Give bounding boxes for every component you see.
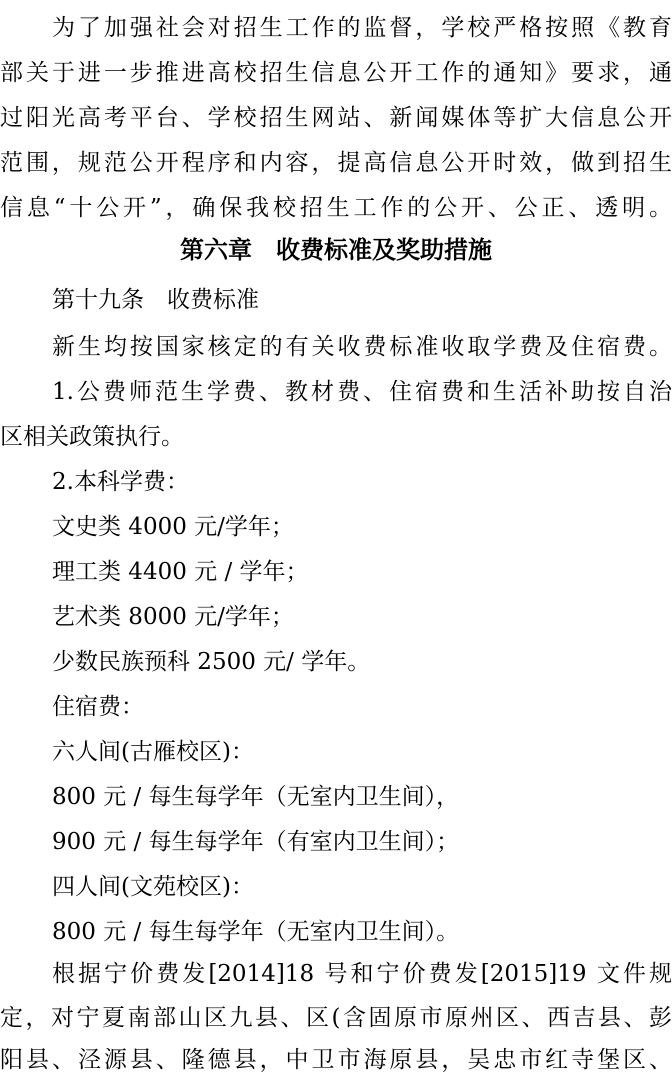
article-heading: 第十九条 收费标准 xyxy=(52,287,259,313)
paragraph-line: 定，对宁夏南部山区九县、区(含固原市原州区、西吉县、彭 xyxy=(0,1005,672,1031)
intro-line: 新生均按国家核定的有关收费标准收取学费及住宿费。 xyxy=(52,334,672,360)
paragraph-line: 根据宁价费发[2014]18 号和宁价费发[2015]19 文件规 xyxy=(52,961,672,987)
dorm-label: 住宿费： xyxy=(52,694,144,720)
item-line: 区相关政策执行。 xyxy=(0,424,184,450)
dorm-fee-line: 800 元 / 每生每学年（无室内卫生间）， xyxy=(52,784,460,810)
item-label: 2.本科学费： xyxy=(52,469,189,495)
dorm-campus-label: 六人间(古雁校区)： xyxy=(52,739,254,765)
paragraph-line: 为了加强社会对招生工作的监督，学校严格按照《教育 xyxy=(52,15,672,41)
tuition-line: 理工类 4400 元 / 学年； xyxy=(52,559,309,585)
paragraph-line: 信息“十公开”，确保我校招生工作的公开、公正、透明。 xyxy=(0,195,672,221)
paragraph-line: 阳县、泾源县、隆德县，中卫市海原县，吴忠市红寺堡区、 xyxy=(0,1047,672,1073)
paragraph-line: 部关于进一步推进高校招生信息公开工作的通知》要求，通 xyxy=(0,60,672,86)
tuition-line: 文史类 4000 元/学年； xyxy=(52,514,294,540)
chapter-title: 第六章 收费标准及奖助措施 xyxy=(180,235,492,264)
paragraph-line: 过阳光高考平台、学校招生网站、新闻媒体等扩大信息公开 xyxy=(0,105,672,131)
dorm-campus-label: 四人间(文苑校区)： xyxy=(52,874,254,900)
dorm-fee-line: 800 元 / 每生每学年（无室内卫生间）。 xyxy=(52,919,460,945)
tuition-line: 少数民族预科 2500 元/ 学年。 xyxy=(52,649,371,675)
dorm-fee-line: 900 元 / 每生每学年（有室内卫生间）； xyxy=(52,829,460,855)
item-line: 1.公费师范生学费、教材费、住宿费和生活补助按自治 xyxy=(52,379,672,405)
paragraph-line: 范围，规范公开程序和内容，提高信息公开时效，做到招生 xyxy=(0,150,672,176)
tuition-line: 艺术类 8000 元/学年； xyxy=(52,604,294,630)
